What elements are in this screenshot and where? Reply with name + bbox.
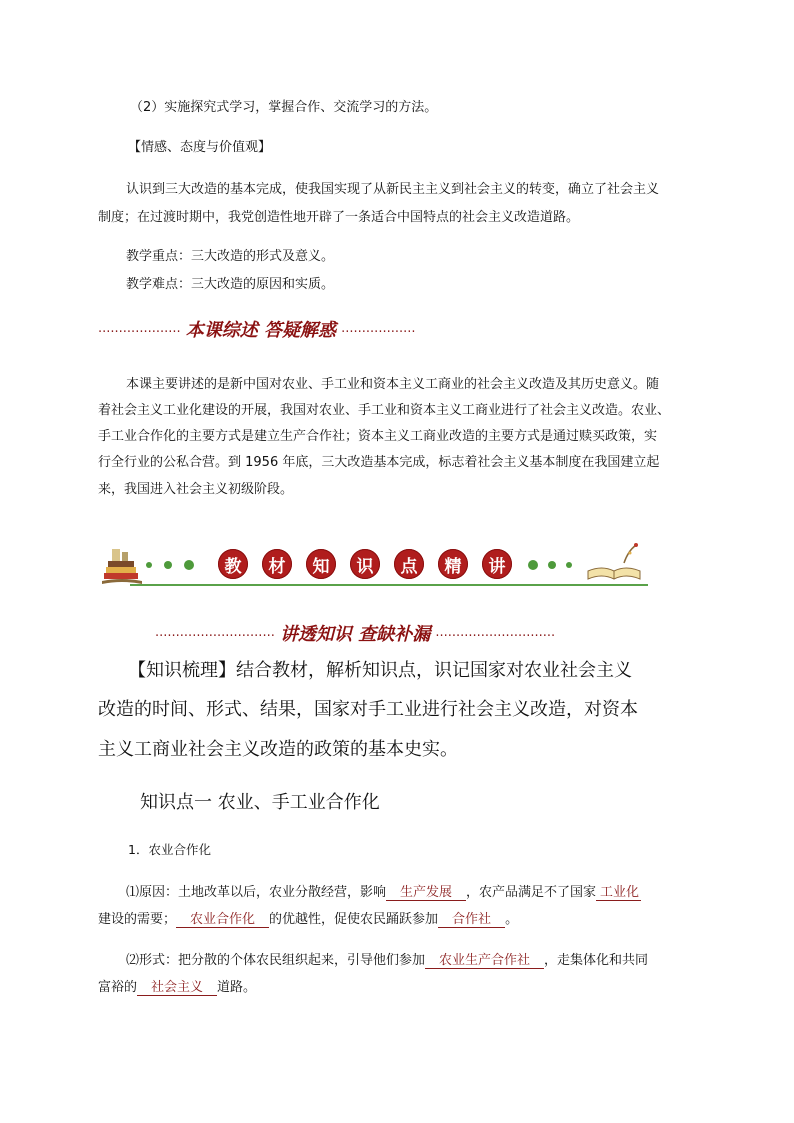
banner-dot <box>528 560 538 570</box>
banner-char-badge: 教 <box>218 549 248 579</box>
overview-line-5: 来，我国进入社会主义初级阶段。 <box>98 482 294 497</box>
reason-text-c: 建设的需要； <box>98 912 177 927</box>
banner-dot <box>566 562 572 568</box>
summary-line-2: 改造的时间、形式、结果，国家对手工业进行社会主义改造，对资本 <box>98 699 638 720</box>
reason-text-a: ⑴原因：土地改革以后，农业分散经营，影响 <box>126 885 387 900</box>
divider-dots-left: ····························· <box>155 629 275 644</box>
banner-char-badge: 材 <box>262 549 292 579</box>
banner-char-badge: 知 <box>306 549 336 579</box>
form-line-1 <box>126 949 648 968</box>
open-book-icon <box>584 541 644 585</box>
form-text-c: 富裕的 <box>98 980 138 995</box>
overview-line-2: 着社会主义工业化建设的开展，我国对农业、手工业和资本主义工商业进行了社会主义改造。农业、 <box>98 403 671 418</box>
knowledge-point-1-title: 知识点一 农业、手工业合作化 <box>140 792 380 813</box>
banner-dot <box>184 560 194 570</box>
emotion-heading: 【情感、态度与价值观】 <box>128 140 272 155</box>
overview-line-4: 行全行业的公私合营。到 1956 年底，三大改造基本完成，标志着社会主义基本制度在我国建立起 <box>98 455 660 470</box>
answer-blank: 农业生产合作社 <box>425 953 544 969</box>
banner-dot <box>164 561 172 569</box>
answer-blank: 工业化 <box>596 885 641 901</box>
summary-line-1: 【知识梳理】结合教材，解析知识点，识记国家对农业社会主义 <box>128 660 632 681</box>
overview-divider <box>98 316 498 342</box>
summary-line-3: 主义工商业社会主义改造的政策的基本史实。 <box>98 739 458 760</box>
form-text-d: 道路。 <box>217 980 257 995</box>
answer-blank: 生产发展 <box>386 885 466 901</box>
banner-dot <box>548 561 556 569</box>
answer-blank: 农业合作化 <box>176 912 269 928</box>
reason-text-b: ，农产品满足不了国家 <box>466 885 597 900</box>
banner-char-badge: 识 <box>350 549 380 579</box>
section-banner <box>100 541 648 591</box>
divider-dots-left: ···················· <box>98 325 181 340</box>
banner-char-badge: 点 <box>394 549 424 579</box>
emotion-line-1: 认识到三大改造的基本完成，使我国实现了从新民主主义到社会主义的转变，确立了社会主义 <box>126 182 660 197</box>
overview-divider-title: 本课综述 答疑解惑 <box>185 320 337 341</box>
divider-dots-right: ·················· <box>341 325 416 340</box>
form-text-a: ⑵形式：把分散的个体农民组织起来，引导他们参加 <box>126 953 426 968</box>
stacked-books-icon <box>100 547 144 587</box>
answer-blank: 社会主义 <box>137 980 217 996</box>
answer-blank: 合作社 <box>438 912 505 928</box>
banner-rule <box>130 584 648 586</box>
difficult-point: 教学难点：三大改造的原因和实质。 <box>126 277 335 292</box>
overview-line-1: 本课主要讲述的是新中国对农业、手工业和资本主义工商业的社会主义改造及其历史意义。随 <box>126 377 660 392</box>
banner-char-badge: 精 <box>438 549 468 579</box>
emotion-line-2: 制度；在过渡时期中，我党创造性地开辟了一条适合中国特点的社会主义改造道路。 <box>98 210 580 225</box>
reason-line-2 <box>98 908 518 927</box>
reason-text-d: 的优越性，促使农民踊跃参加 <box>269 912 439 927</box>
objective-item-2: （2）实施探究式学习，掌握合作、交流学习的方法。 <box>130 100 438 115</box>
sub-heading-agriculture: 1．农业合作化 <box>128 842 211 857</box>
reason-text-e: 。 <box>505 912 519 927</box>
overview-line-3: 手工业合作化的主要方式是建立生产合作社；资本主义工商业改造的主要方式是通过赎买政策，实 <box>98 429 658 444</box>
banner-char-badge: 讲 <box>482 549 512 579</box>
knowledge-divider <box>155 620 585 646</box>
reason-line-1 <box>126 881 641 900</box>
divider-dots-right: ····························· <box>435 629 556 644</box>
knowledge-divider-title: 讲透知识 查缺补漏 <box>279 624 431 645</box>
form-line-2 <box>98 976 256 995</box>
key-point: 教学重点：三大改造的形式及意义。 <box>126 249 335 264</box>
form-text-b: ，走集体化和共同 <box>544 953 649 968</box>
banner-dot <box>146 562 152 568</box>
